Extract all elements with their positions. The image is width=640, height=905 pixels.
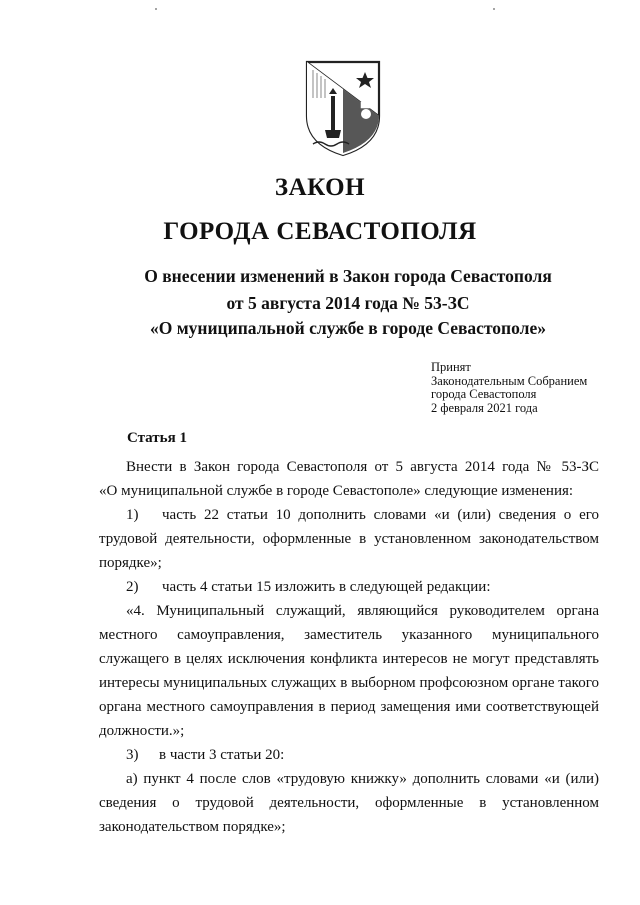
item-2-text: часть 4 статьи 15 изложить в следующей редакции: bbox=[162, 579, 491, 595]
law-subtitle-line-3: «О муниципальной службе в городе Севастополе» bbox=[149, 318, 546, 338]
adoption-block bbox=[431, 361, 587, 415]
coat-of-arms-emblem bbox=[303, 58, 383, 158]
scan-speck bbox=[493, 8, 495, 10]
article-heading: Статья 1 bbox=[127, 430, 187, 446]
quote-line-4: интересы муниципальных служащих в выборном профсоюзном органе такого bbox=[99, 675, 599, 691]
quote-line-1: «4. Муниципальный служащий, являющийся руководителем органа bbox=[126, 603, 599, 619]
quote-line-6: должности.»; bbox=[99, 723, 185, 739]
item-1-line-1 bbox=[99, 503, 599, 527]
quote-line-2: местного самоуправления, заместитель указанного муниципального bbox=[99, 627, 599, 643]
subitem-a-line-2: сведения о трудовой деятельности, оформленные в установленном bbox=[99, 795, 599, 811]
law-title: ЗАКОН bbox=[274, 174, 366, 201]
item-2-number: 2) bbox=[126, 579, 139, 595]
law-subtitle-line-2: от 5 августа 2014 года № 53-ЗС bbox=[226, 293, 470, 313]
subitem-a-line-1: а) пункт 4 после слов «трудовую книжку» дополнить словами «и (или) bbox=[126, 771, 599, 787]
item-3-number: 3) bbox=[126, 747, 139, 763]
article-body bbox=[99, 455, 599, 839]
adoption-label: Принят bbox=[431, 360, 471, 374]
adoption-body-city: города Севастополя bbox=[431, 387, 537, 402]
quote-line-3: служащего в целях исключения конфликта интересов не могут представлять bbox=[99, 651, 599, 667]
law-subtitle-line-1: О внесении изменений в Закон города Севастополя bbox=[144, 266, 552, 286]
intro-line-1: Внести в Закон города Севастополя от 5 августа 2014 года № 53-ЗС bbox=[126, 459, 599, 475]
item-1-number: 1) bbox=[126, 507, 139, 523]
scan-speck bbox=[155, 8, 157, 10]
adoption-body: Законодательным Собранием bbox=[431, 373, 588, 388]
quote-line-5: органа местного самоуправления в период замещения ими соответствующей bbox=[99, 699, 599, 715]
law-issuer: ГОРОДА СЕВАСТОПОЛЯ bbox=[163, 218, 477, 245]
item-3-line-1 bbox=[99, 743, 599, 767]
item-1-line-2: трудовой деятельности, оформленные в установленном законодательством bbox=[99, 531, 599, 547]
adoption-date: 2 февраля 2021 года bbox=[431, 400, 538, 415]
item-2-line-1 bbox=[99, 575, 599, 599]
item-3-text: в части 3 статьи 20: bbox=[159, 747, 285, 763]
subitem-a-line-3: законодательством порядке»; bbox=[99, 819, 286, 835]
intro-line-2: «О муниципальной службе в городе Севастополе» следующие изменения: bbox=[99, 483, 574, 499]
item-1-text: часть 22 статьи 10 дополнить словами «и (или) сведения о его bbox=[162, 507, 599, 523]
item-1-line-3: порядке»; bbox=[99, 555, 162, 571]
